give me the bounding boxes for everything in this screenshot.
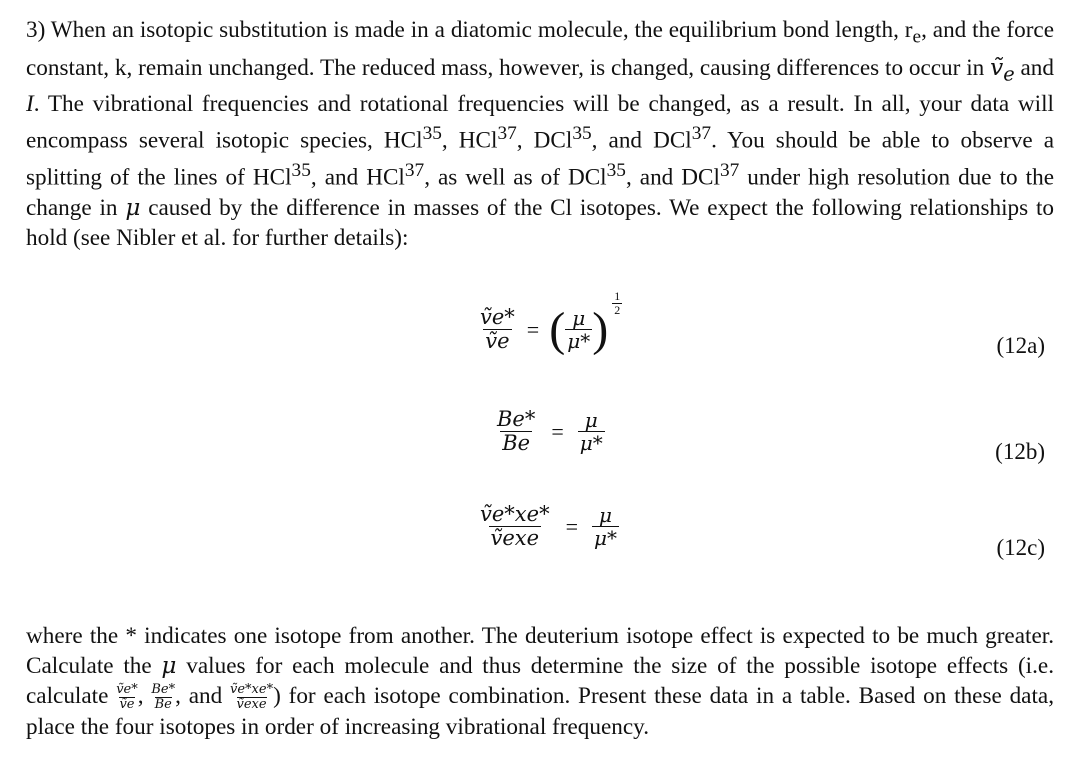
left-paren: ( <box>549 303 566 356</box>
text-segment: ) for each isotope combination. Present these data in a table. Based on these data, place the four isotopes in order of increasing vibrational frequency. <box>26 683 1054 741</box>
equation-number: (12c) <box>996 535 1045 560</box>
mu-symbol: μ <box>161 652 177 679</box>
text-segment: . You should be able to observe a splitting of the lines of HCl <box>26 128 1055 191</box>
inline-fraction-nux: $\frac{\text{ṽe*xe*}}{\text{ṽexe}}$ <box>230 682 274 713</box>
equation-number: (12a) <box>996 333 1045 358</box>
subscript: e <box>1003 62 1015 86</box>
lhs-fraction: $\frac{\text{ṽe*xe*}}{\text{ṽexe}}$ <box>480 502 550 551</box>
text-segment: , <box>137 683 152 709</box>
equals-sign: = <box>551 418 564 444</box>
isotope-superscript: 37 <box>404 160 425 182</box>
lhs-fraction: $\frac{Be*}{Be}$ <box>497 407 536 456</box>
text-segment: . The vibrational frequencies and rotational frequencies will be changed, as a result. In all, your data will encompass several isotopic species, HCl <box>26 91 1054 155</box>
rhs-fraction: $\frac{\mu}{\mu*}$ <box>579 408 603 456</box>
text-segment: under high resolution due to the change in <box>26 164 1055 221</box>
text-segment: and <box>1014 54 1054 81</box>
text-segment: , and HCl <box>310 164 405 191</box>
text-segment: 3) When an isotopic substitution is made in a diatomic molecule, the equilibrium bond length, r <box>26 17 913 43</box>
equals-sign: = <box>565 513 578 539</box>
exponent-fraction: $\frac{1}{2}$ <box>614 288 621 317</box>
equation-12c <box>478 503 619 550</box>
right-paren: ) <box>592 303 609 356</box>
nu-tilde-symbol: ṽ <box>990 53 1004 81</box>
inline-fraction-nu: $\frac{\text{ṽe*}}{\text{ṽe}}$ <box>116 682 138 713</box>
equation-12a <box>478 288 622 357</box>
instruction-paragraph <box>26 621 1054 742</box>
text-segment: , HCl <box>441 128 498 155</box>
isotope-superscript: 37 <box>719 160 740 182</box>
isotope-superscript: 35 <box>291 160 311 182</box>
equation-number: (12b) <box>995 439 1045 464</box>
equation-12b <box>495 408 605 455</box>
inline-fraction-b: $\frac{Be*}{Be}$ <box>151 682 176 713</box>
subscript: e <box>912 26 922 48</box>
equals-sign: = <box>526 316 540 342</box>
text-segment: values for each molecule and thus determine the size of the possible isotope effects (i.e. calculate <box>26 653 1054 709</box>
text-segment: caused by the difference in masses of the Cl isotopes. We expect the following relationships to hold (see Nibler et al. for further details): <box>26 194 1054 251</box>
isotope-superscript: 35 <box>572 123 592 145</box>
text-segment: , and <box>175 683 231 709</box>
isotope-superscript: 37 <box>497 123 517 145</box>
text-segment: , and DCl <box>591 128 692 155</box>
mu-symbol: μ <box>125 193 141 221</box>
lhs-fraction: $\frac{\text{ṽe*}}{\text{ṽe}}$ <box>480 304 515 353</box>
rhs-fraction: $\frac{\mu}{\mu*}$ <box>567 306 591 353</box>
text-segment: , as well as of DCl <box>424 164 607 191</box>
rhs-fraction: $\frac{\mu}{\mu*}$ <box>593 503 617 551</box>
text-segment: , and DCl <box>625 164 720 191</box>
isotope-superscript: 35 <box>422 123 442 145</box>
text-segment: , DCl <box>516 128 573 155</box>
isotope-superscript: 37 <box>691 123 712 145</box>
moment-of-inertia-symbol: I <box>26 91 34 118</box>
isotope-superscript: 35 <box>606 160 626 182</box>
text-segment: , and the force constant, k, remain unchanged. The reduced mass, however, is changed, causing differences to occur in <box>26 17 1054 81</box>
problem-paragraph <box>26 15 1054 253</box>
text-segment: where the * indicates one isotope from another. The deuterium isotope effect is expected to be much greater. Calculate the <box>26 623 1054 679</box>
